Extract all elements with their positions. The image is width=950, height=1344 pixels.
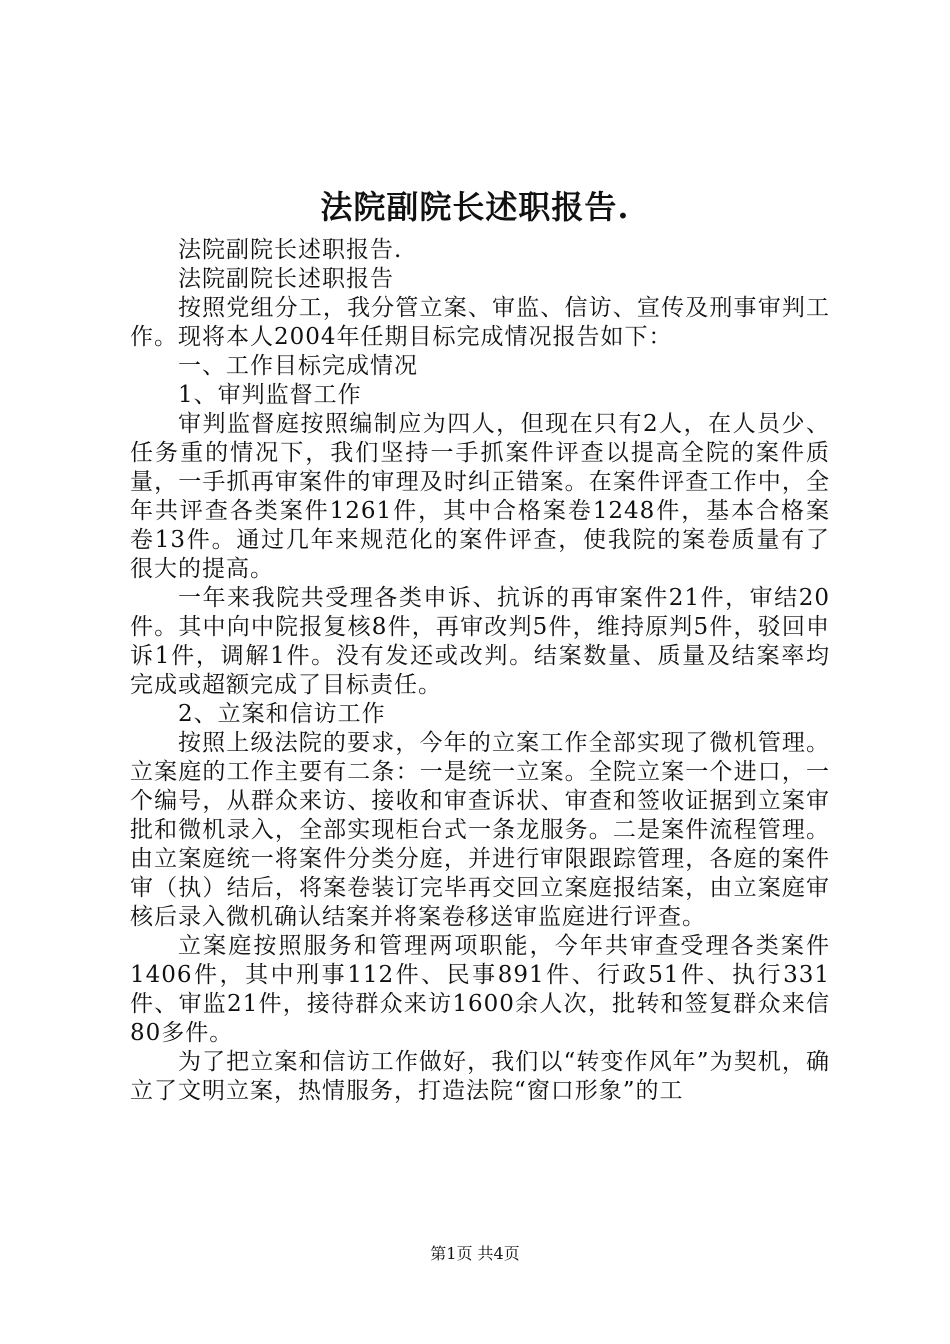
paragraph: 按照上级法院的要求，今年的立案工作全部实现了微机管理。立案庭的工作主要有二条：一是统一立案。全院立案一个进口，一个编号，从群众来访、接收和审查诉状、审查和签收证据到立案审批和微机录入，全部实现柜台式一条龙服务。二是案件流程管理。由立案庭统一将案件分类分庭，并进行审限跟踪管理，各庭的案件审（执）结后，将案卷装订完毕再交回立案庭报结案，由立案庭审核后录入微机确认结案并将案卷移送审监庭进行评查。: [130, 730, 830, 930]
subsection-heading: 2、立案和信访工作: [178, 701, 386, 727]
page-footer: 第1页 共4页: [430, 1244, 520, 1263]
document-title: 法院副院长述职报告.: [320, 188, 630, 226]
paragraph: 按照党组分工，我分管立案、审监、信访、宣传及刑事审判工作。现将本人2004年任期目标完成情况报告如下：: [130, 295, 830, 350]
paragraph: 审判监督庭按照编制应为四人，但现在只有2人，在人员少、任务重的情况下，我们坚持一手抓案件评查以提高全院的案件质量，一手抓再审案件的审理及时纠正错案。在案件评查工作中，全年共评查各类案件1261件，其中合格案卷1248件，基本合格案卷13件。通过几年来规范化的案件评查，使我院的案卷质量有了很大的提高。: [130, 411, 830, 582]
paragraph: 立案庭按照服务和管理两项职能，今年共审查受理各类案件1406件，其中刑事112件、民事891件、行政51件、执行331件、审监21件，接待群众来访1600余人次，批转和签复群众来信80多件。: [130, 933, 830, 1046]
subsection-heading: 1、审判监督工作: [178, 382, 362, 408]
paragraph: 为了把立案和信访工作做好，我们以“转变作风年”为契机，确立了文明立案，热情服务，打造法院“窗口形象”的工: [130, 1049, 830, 1104]
paragraph: 一年来我院共受理各类申诉、抗诉的再审案件21件，审结20件。其中向中院报复核8件，再审改判5件，维持原判5件，驳回申诉1件，调解1件。没有发还或改判。结案数量、质量及结案率均完成或超额完成了目标责任。: [130, 585, 830, 698]
section-heading: 一、工作目标完成情况: [178, 353, 418, 379]
paragraph: 法院副院长述职报告.: [178, 237, 403, 263]
document-body: [130, 236, 830, 1106]
paragraph: 法院副院长述职报告: [178, 266, 394, 292]
